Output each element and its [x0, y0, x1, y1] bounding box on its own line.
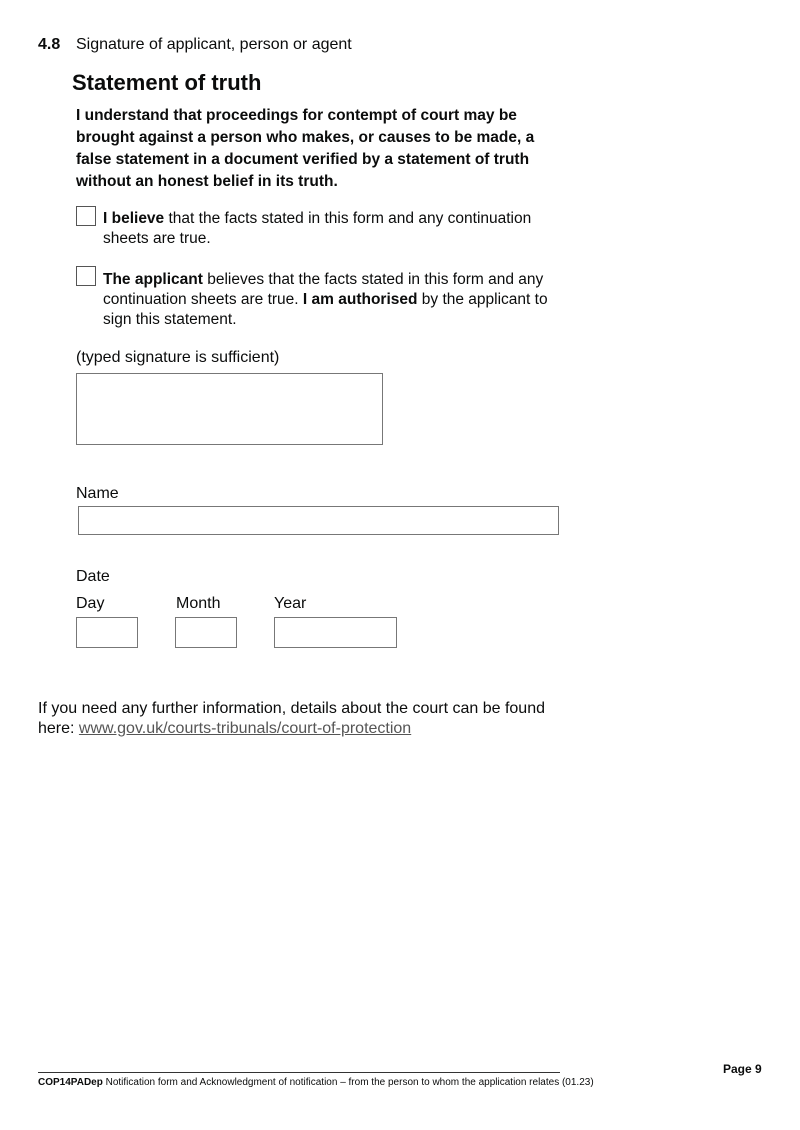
name-label: Name	[76, 485, 119, 502]
footer-divider	[38, 1072, 560, 1073]
applicant-believes-option-text	[103, 270, 553, 330]
form-code: COP14PADep	[38, 1077, 103, 1088]
page-number: Page 9	[723, 1062, 762, 1076]
option-bold-label: The applicant	[103, 271, 203, 288]
further-info-text: If you need any further information, details about the court can be found here:	[38, 700, 545, 737]
i-believe-checkbox[interactable]	[76, 206, 96, 226]
statement-text: I understand that proceedings for contempt of court may be brought against a person who makes, or causes to be made, a false statement in a document verified by a statement of truth without an honest belief in its truth.	[76, 107, 535, 190]
date-label: Date	[76, 568, 110, 585]
i-believe-option-text	[103, 209, 563, 249]
day-label: Day	[76, 595, 105, 612]
option-bold-label: I believe	[103, 210, 165, 227]
form-title: Notification form and Acknowledgment of notification – from the person to whom the application relates (01.23)	[102, 1077, 594, 1088]
applicant-believes-checkbox[interactable]	[76, 266, 96, 286]
year-input[interactable]	[274, 617, 397, 648]
option-bold-label-authorised: I am authorised	[302, 291, 418, 308]
signature-input[interactable]	[76, 373, 383, 445]
section-title: Signature of applicant, person or agent	[76, 36, 352, 53]
section-number: 4.8	[38, 36, 61, 53]
month-label: Month	[176, 595, 221, 612]
option-text: that the facts stated in this form and any continuation sheets are true.	[103, 210, 532, 247]
footer-form-info	[38, 1077, 594, 1088]
signature-label: (typed signature is sufficient)	[76, 349, 280, 366]
name-input[interactable]	[78, 506, 559, 535]
option-text-authorised: by the applicant to sign this statement.	[103, 291, 548, 328]
option-text: believes that the facts stated in this form and any continuation sheets are true.	[103, 271, 544, 308]
month-input[interactable]	[175, 617, 237, 648]
day-input[interactable]	[76, 617, 138, 648]
court-link[interactable]: www.gov.uk/courts-tribunals/court-of-protection	[78, 720, 412, 737]
further-info	[38, 699, 578, 739]
year-label: Year	[274, 595, 307, 612]
statement-heading: Statement of truth	[72, 70, 262, 95]
